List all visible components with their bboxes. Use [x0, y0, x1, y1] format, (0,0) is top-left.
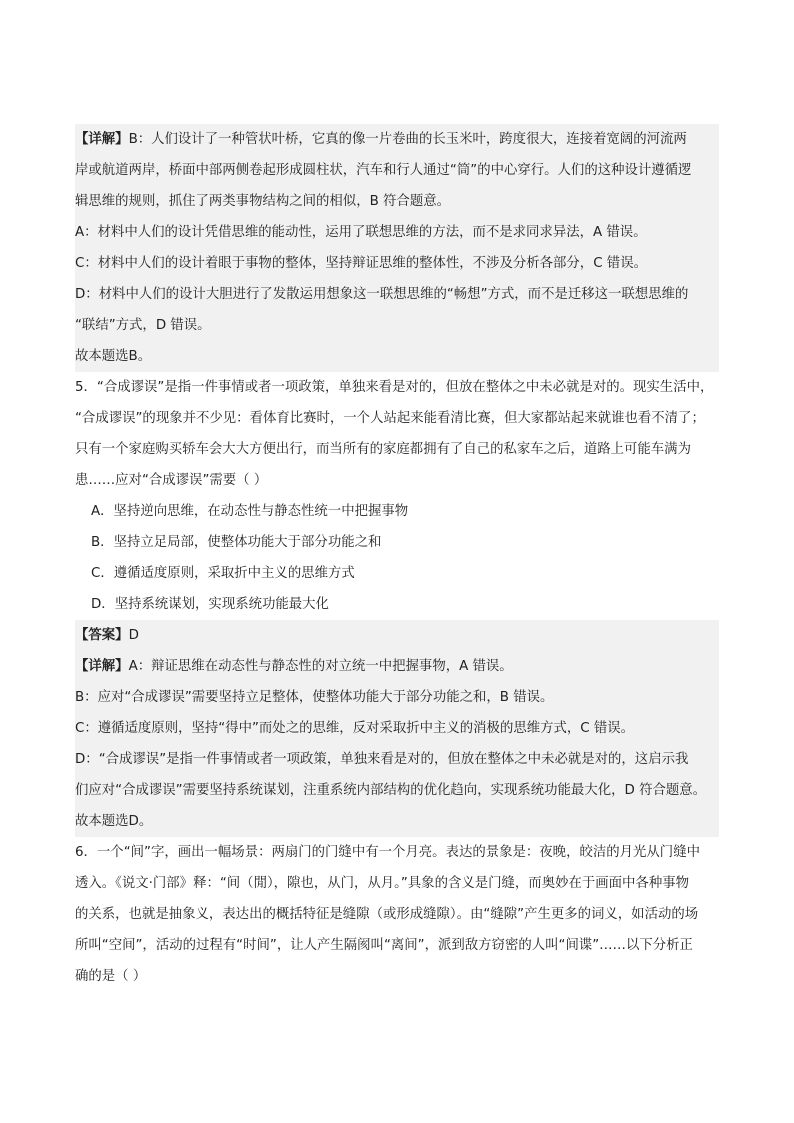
explanation-4-conclusion: 故本题选B。 — [75, 341, 719, 372]
explanation-4-option-a: A：材料中人们的设计凭借思维的能动性，运用了联想思维的方法，而不是求同求异法，A 错误。 — [75, 217, 719, 248]
explanation-4-option-d-cont: “联结”方式，D 错误。 — [75, 310, 719, 341]
question-5-explanation-line-2: B：应对“合成谬误”需要坚持立足整体，使整体功能大于部分功能之和，B 错误。 — [75, 682, 719, 713]
page-content — [75, 124, 719, 992]
explanation-4-line-1: 【详解】B：人们设计了一种管状叶桥，它真的像一片卷曲的长玉米叶，跨度很大，连接着宽阔的河流两 — [75, 124, 719, 155]
question-6-stem-line-4: 所叫“空间”，活动的过程有“时间”，让人产生隔阂叫“离间”，派到敌方窃密的人叫“间谍”……以下分析正 — [75, 938, 693, 953]
question-5-option-a: A．坚持逆向思维，在动态性与静态性统一中把握事物 — [91, 504, 409, 519]
question-5-explanation-line-4: D：“合成谬误”是指一件事情或者一项政策，单独来看是对的，但放在整体之中未必就是对的，这启示我 — [75, 744, 719, 775]
question-5-explanation-line-3: C：遵循适度原则，坚持“得中”而处之的思维，反对采取折中主义的消极的思维方式，C 错误。 — [75, 713, 719, 744]
question-5-explanation-line-1: 【详解】A：辩证思维在动态性与静态性的对立统一中把握事物，A 错误。 — [75, 651, 719, 682]
question-5-option-c: C．遵循适度原则，采取折中主义的思维方式 — [91, 566, 355, 581]
explanation-4-option-c: C：材料中人们的设计着眼于事物的整体，坚持辩证思维的整体性，不涉及分析各部分，C 错误。 — [75, 248, 719, 279]
question-5-stem-line-1: 5．“合成谬误”是指一件事情或者一项政策，单独来看是对的，但放在整体之中未必就是对的。现实生活中， — [75, 380, 714, 395]
question-6-stem-line-5: 确的是（ ） — [75, 969, 147, 984]
question-5-stem-line-4: 患……应对“合成谬误”需要（ ） — [75, 473, 268, 488]
explanation-4-option-d: D：材料中人们的设计大胆进行了发散运用想象这一联想思维的“畅想”方式，而不是迁移这一联想思维的 — [75, 279, 719, 310]
explanation-4-line-3: 辑思维的规则，抓住了两类事物结构之间的相似，B 符合题意。 — [75, 186, 719, 217]
question-5-stem-line-2: “合成谬误”的现象并不少见：看体育比赛时，一个人站起来能看清比赛，但大家都站起来就谁也看不清了； — [75, 411, 705, 426]
question-5-option-b: B．坚持立足局部，使整体功能大于部分功能之和 — [91, 535, 382, 550]
answer-value: D — [128, 628, 139, 643]
explanation-label: 【详解】 — [75, 132, 129, 147]
explanation-4-line-2: 岸或航道两岸，桥面中部两侧卷起形成圆柱状，汽车和行人通过“筒”的中心穿行。人们的这种设计遵循逻 — [75, 155, 719, 186]
question-6-stem-line-2: 透入。《说文·门部》释：“间（閒），隙也，从门，从月。”具象的含义是门缝，而奥妙在于画面中各种事物 — [75, 876, 689, 891]
question-5-answer — [75, 620, 719, 651]
explanation-label: 【详解】 — [75, 659, 129, 674]
question-5-option-d: D．坚持系统谋划，实现系统功能最大化 — [91, 597, 329, 612]
question-5-conclusion: 故本题选D。 — [75, 806, 719, 837]
question-6-stem-line-3: 的关系，也就是抽象义，表达出的概括特征是缝隙（或形成缝隙）。由“缝隙”产生更多的词义，如活动的场 — [75, 907, 699, 922]
answer-label: 【答案】 — [75, 628, 129, 643]
question-5-stem-line-3: 只有一个家庭购买轿车会大大方便出行，而当所有的家庭都拥有了自己的私家车之后，道路上可能车满为 — [75, 442, 691, 457]
question-6-stem-line-1: 6．一个“间”字，画出一幅场景：两扇门的门缝中有一个月亮。表达的景象是：夜晚，皎洁的月光从门缝中 — [75, 845, 700, 860]
question-5-explanation-line-5: 们应对“合成谬误”需要坚持系统谋划，注重系统内部结构的优化趋向，实现系统功能最大化，D 符合题意。 — [75, 775, 719, 806]
